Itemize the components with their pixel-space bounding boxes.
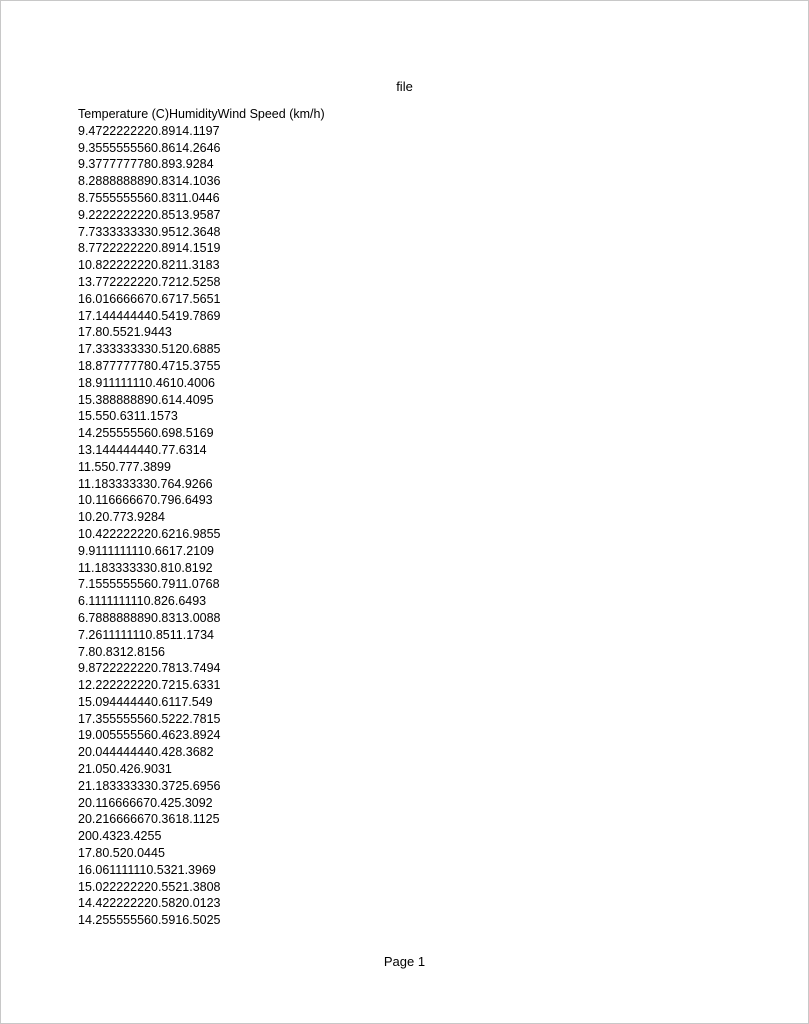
- data-row: 16.016666670.6717.5651: [78, 291, 221, 306]
- data-row: 15.388888890.614.4095: [78, 392, 214, 407]
- data-row: 17.80.520.0445: [78, 846, 165, 861]
- data-row: 11.183333330.764.9266: [78, 476, 213, 491]
- data-row: 7.80.8312.8156: [78, 644, 165, 659]
- data-row: 15.094444440.6117.549: [78, 694, 213, 709]
- data-row: 20.116666670.425.3092: [78, 795, 213, 810]
- data-row: 14.422222220.5820.0123: [78, 896, 221, 911]
- data-row: 17.80.5521.9443: [78, 325, 172, 340]
- data-row: 21.050.426.9031: [78, 762, 172, 777]
- data-row: 9.8722222220.7813.7494: [78, 661, 221, 676]
- data-row: 13.144444440.77.6314: [78, 442, 207, 457]
- data-row: 20.216666670.3618.1125: [78, 812, 220, 827]
- data-row: 17.333333330.5120.6885: [78, 342, 221, 357]
- data-rows: [78, 123, 325, 929]
- data-row: 6.7888888890.8313.0088: [78, 610, 221, 625]
- page-header-title: file: [396, 79, 413, 94]
- data-row: 7.1555555560.7911.0768: [78, 577, 220, 592]
- data-row: 10.116666670.796.6493: [78, 493, 213, 508]
- data-row: 21.183333330.3725.6956: [78, 778, 221, 793]
- data-row: 13.772222220.7212.5258: [78, 274, 221, 289]
- data-row: 8.2888888890.8314.1036: [78, 174, 221, 189]
- data-row: 9.9111111110.6617.2109: [78, 543, 215, 558]
- data-row: 7.7333333330.9512.3648: [78, 224, 221, 239]
- data-row: 14.255555560.5916.5025: [78, 913, 221, 928]
- data-row: 10.422222220.6216.9855: [78, 526, 221, 541]
- data-row: 6.1111111110.826.6493: [78, 594, 207, 609]
- data-row: 10.822222220.8211.3183: [78, 258, 220, 273]
- document-content: [78, 106, 325, 929]
- column-heading-line: Temperature (C)HumidityWind Speed (km/h): [78, 107, 325, 121]
- data-row: 15.022222220.5521.3808: [78, 879, 221, 894]
- page-footer-number: Page 1: [383, 954, 426, 969]
- data-row: 15.550.6311.1573: [78, 409, 178, 424]
- data-row: 14.255555560.698.5169: [78, 426, 214, 441]
- data-row: 8.7722222220.8914.1519: [78, 241, 221, 256]
- data-row: 7.2611111110.8511.1734: [78, 627, 215, 642]
- data-row: 16.061111110.5321.3969: [78, 862, 216, 877]
- data-row: 18.911111110.4610.4006: [78, 375, 215, 390]
- data-row: 9.4722222220.8914.1197: [78, 123, 220, 138]
- data-row: 20.044444440.428.3682: [78, 745, 214, 760]
- data-row: 11.183333330.810.8192: [78, 560, 213, 575]
- data-row: 17.355555560.5222.7815: [78, 711, 221, 726]
- data-row: 9.3777777780.893.9284: [78, 157, 214, 172]
- data-row: 12.222222220.7215.6331: [78, 678, 221, 693]
- data-row: 200.4323.4255: [78, 829, 162, 844]
- data-row: 10.20.773.9284: [78, 510, 165, 525]
- data-row: 11.550.777.3899: [78, 459, 171, 474]
- data-row: 9.2222222220.8513.9587: [78, 207, 221, 222]
- data-row: 18.877777780.4715.3755: [78, 358, 221, 373]
- data-row: 9.3555555560.8614.2646: [78, 140, 221, 155]
- data-row: 19.005555560.4623.8924: [78, 728, 221, 743]
- data-row: 17.144444440.5419.7869: [78, 308, 221, 323]
- data-row: 8.7555555560.8311.0446: [78, 190, 220, 205]
